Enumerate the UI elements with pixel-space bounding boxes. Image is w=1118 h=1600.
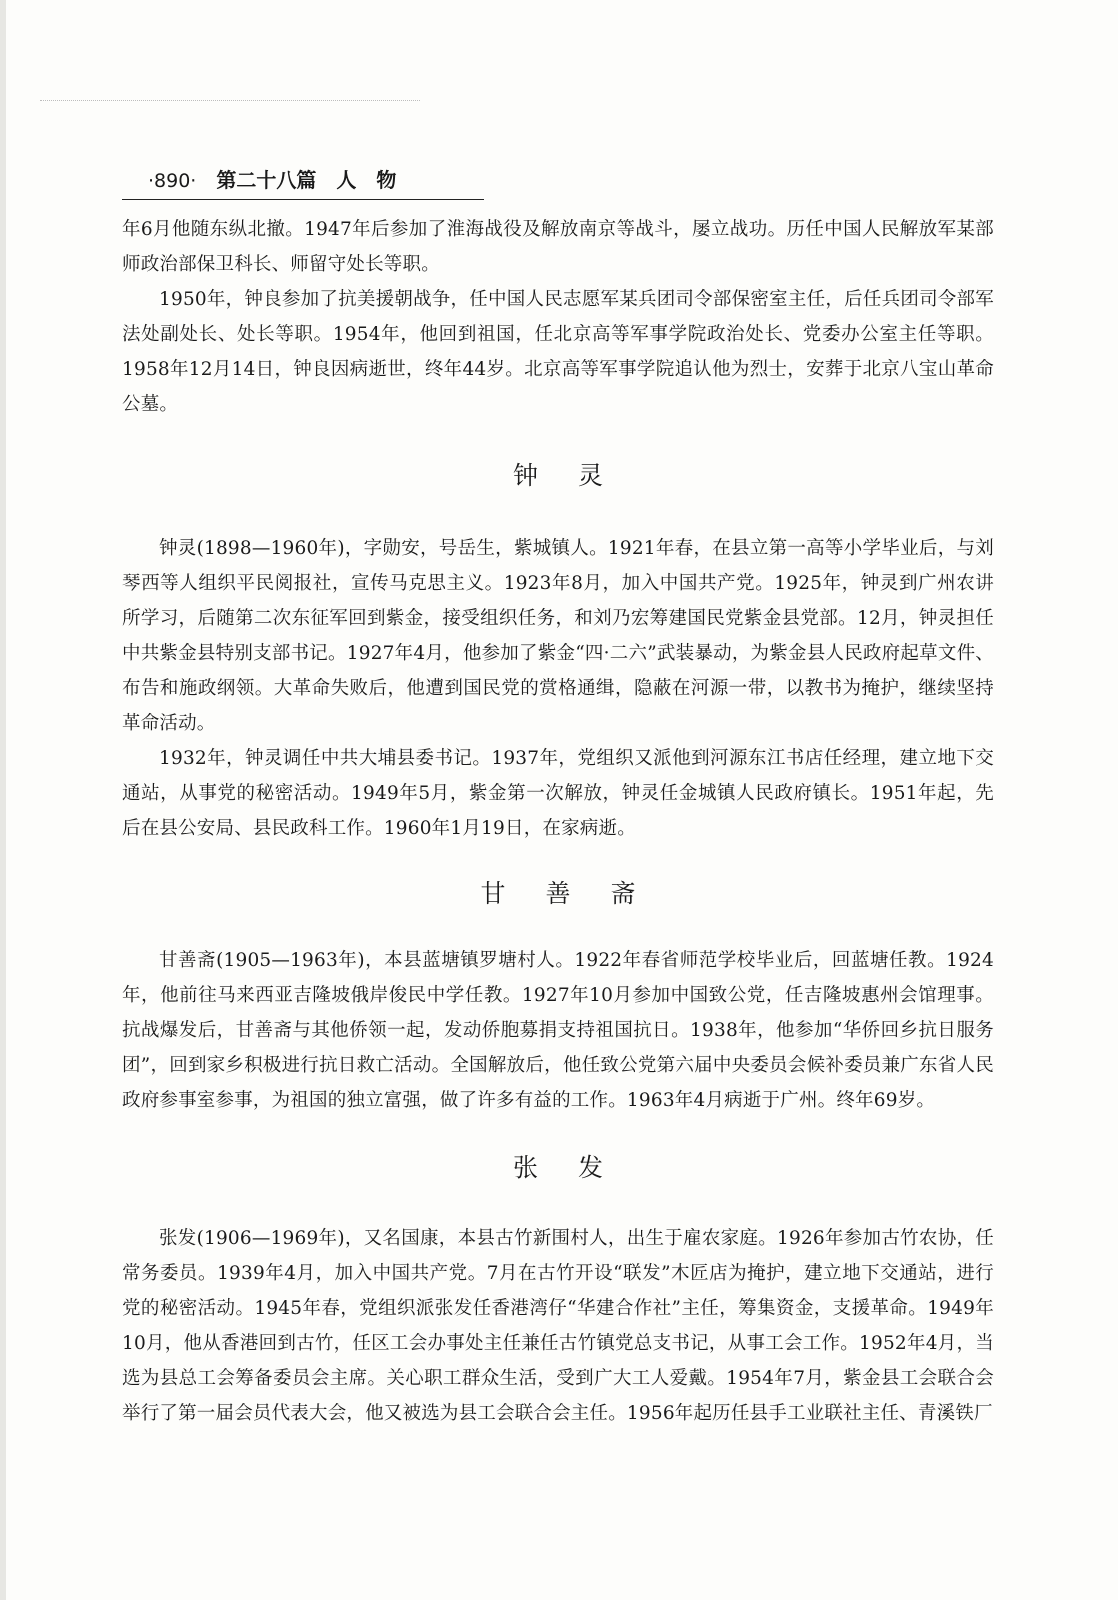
section-heading-zhang-fa: 张发 xyxy=(512,1153,643,1182)
paragraph: 1932年，钟灵调任中共大埔县委书记。1937年，党组织又派他到河源东江书店任经理，建立地下交通站，从事党的秘密活动。1949年5月，紫金第一次解放，钟灵任金城镇人民政府镇长。1951年起，先后在县公安局、县民政科工作。1960年1月19日，在家病逝。 xyxy=(122,748,994,839)
scan-artifact-dots xyxy=(40,100,420,101)
page-header xyxy=(148,168,484,193)
continued-paragraph: 年6月他随东纵北撤。1947年后参加了淮海战役及解放南京等战斗，屡立战功。历任中国人民解放军某部师政治部保卫科长、师留守处长等职。 xyxy=(122,219,994,275)
chapter-title: 第二十八篇 人 物 xyxy=(216,168,397,192)
page-body xyxy=(122,212,994,1431)
scan-edge xyxy=(0,0,6,1600)
paragraph: 张发(1906—1969年)，又名国康，本县古竹新围村人，出生于雇农家庭。1926年参加古竹农协，任常务委员。1939年4月，加入中国共产党。7月在古竹开设“联发”木匠店为掩护，建立地下交通站，进行党的秘密活动。1945年春，党组织派张发任香港湾仔“华建合作社”主任，筹集资金，支援革命。1949年10月，他从香港回到古竹，任区工会办事处主任兼任古竹镇党总支书记，从事工会工作。1952年4月，当选为县总工会筹备委员会主席。关心职工群众生活，受到广大工人爱戴。1954年7月，紫金县工会联合会举行了第一届会员代表大会，他又被选为县工会联合会主任。1956年起历任县手工业联社主任、青溪铁厂 xyxy=(122,1228,994,1424)
paragraph: 1950年，钟良参加了抗美援朝战争，任中国人民志愿军某兵团司令部保密室主任，后任兵团司令部军法处副处长、处长等职。1954年，他回到祖国，任北京高等军事学院政治处长、党委办公室主任等职。1958年12月14日，钟良因病逝世，终年44岁。北京高等军事学院追认他为烈士，安葬于北京八宝山革命公墓。 xyxy=(122,289,994,415)
paragraph: 甘善斋(1905—1963年)，本县蓝塘镇罗塘村人。1922年春省师范学校毕业后，回蓝塘任教。1924年，他前往马来西亚吉隆坡俄岸俊民中学任教。1927年10月参加中国致公党，任吉隆坡惠州会馆理事。抗战爆发后，甘善斋与其他侨领一起，发动侨胞募捐支持祖国抗日。1938年，他参加“华侨回乡抗日服务团”，回到家乡积极进行抗日救亡活动。全国解放后，他任致公党第六届中央委员会候补委员兼广东省人民政府参事室参事，为祖国的独立富强，做了许多有益的工作。1963年4月病逝于广州。终年69岁。 xyxy=(122,950,994,1111)
page-number: ·890· xyxy=(148,170,197,192)
section-heading-zhong-ling: 钟灵 xyxy=(512,461,643,490)
header-rule xyxy=(122,199,484,200)
paragraph: 钟灵(1898—1960年)，字勋安，号岳生，紫城镇人。1921年春，在县立第一高等小学毕业后，与刘琴西等人组织平民阅报社，宣传马克思主义。1923年8月，加入中国共产党。1925年，钟灵到广州农讲所学习，后随第二次东征军回到紫金，接受组织任务，和刘乃宏筹建国民党紫金县党部。12月，钟灵担任中共紫金县特别支部书记。1927年4月，他参加了紫金“四·二六”武装暴动，为紫金县人民政府起草文件、布告和施政纲领。大革命失败后，他遭到国民党的赏格通缉，隐蔽在河源一带，以教书为掩护，继续坚持革命活动。 xyxy=(122,538,994,734)
section-heading-gan-shanzhai: 甘善斋 xyxy=(480,879,676,908)
